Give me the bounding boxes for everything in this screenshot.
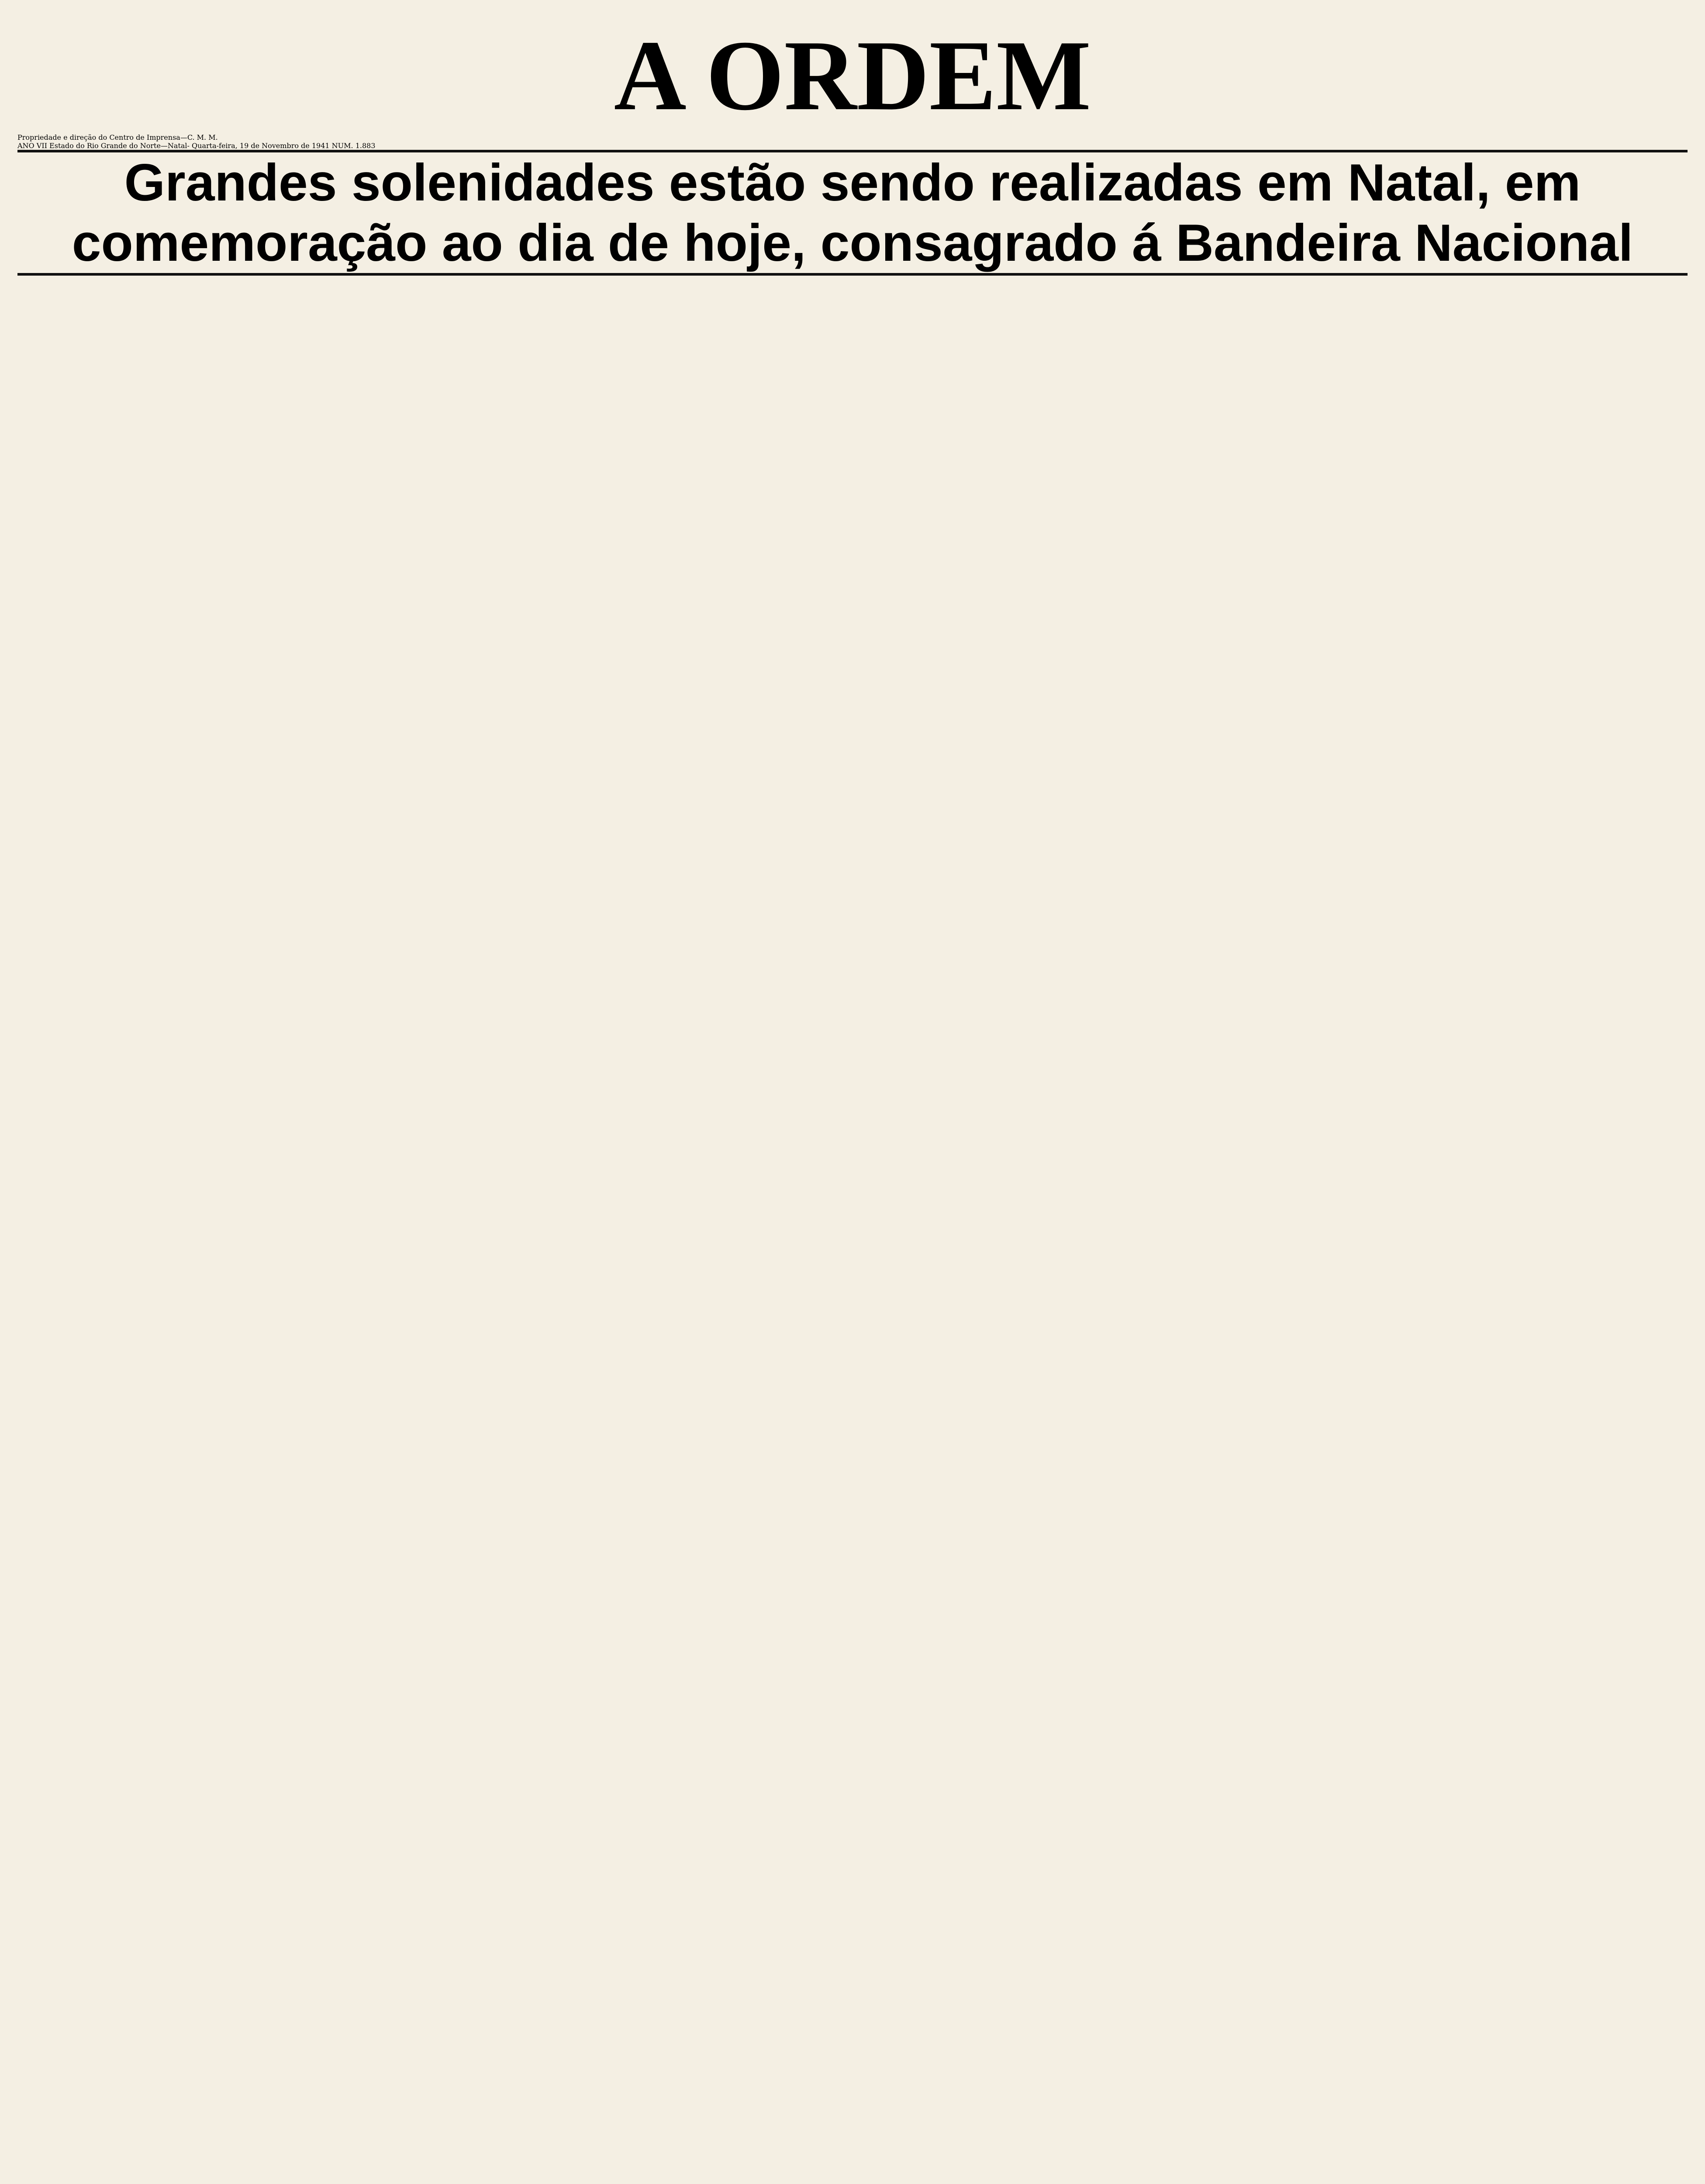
issue: NUM. 1.883 <box>331 142 376 150</box>
date: Estado do Rio Grande do Norte—Natal- Quarta-feira, 19 de Novembro de 1941 <box>49 142 330 150</box>
main-headline: Grandes solenidades estão sendo realizadas em Natal, em comemoração ao dia de hoje, consagrado á Bandeira Nacional <box>17 150 1688 276</box>
masthead-title: A ORDEM <box>614 20 1091 131</box>
edition: ANO VII <box>17 142 47 150</box>
dateline <box>17 142 1688 150</box>
masthead-subtitle: Propriedade e direção do Centro de Imprensa—C. M. M. <box>17 133 218 142</box>
